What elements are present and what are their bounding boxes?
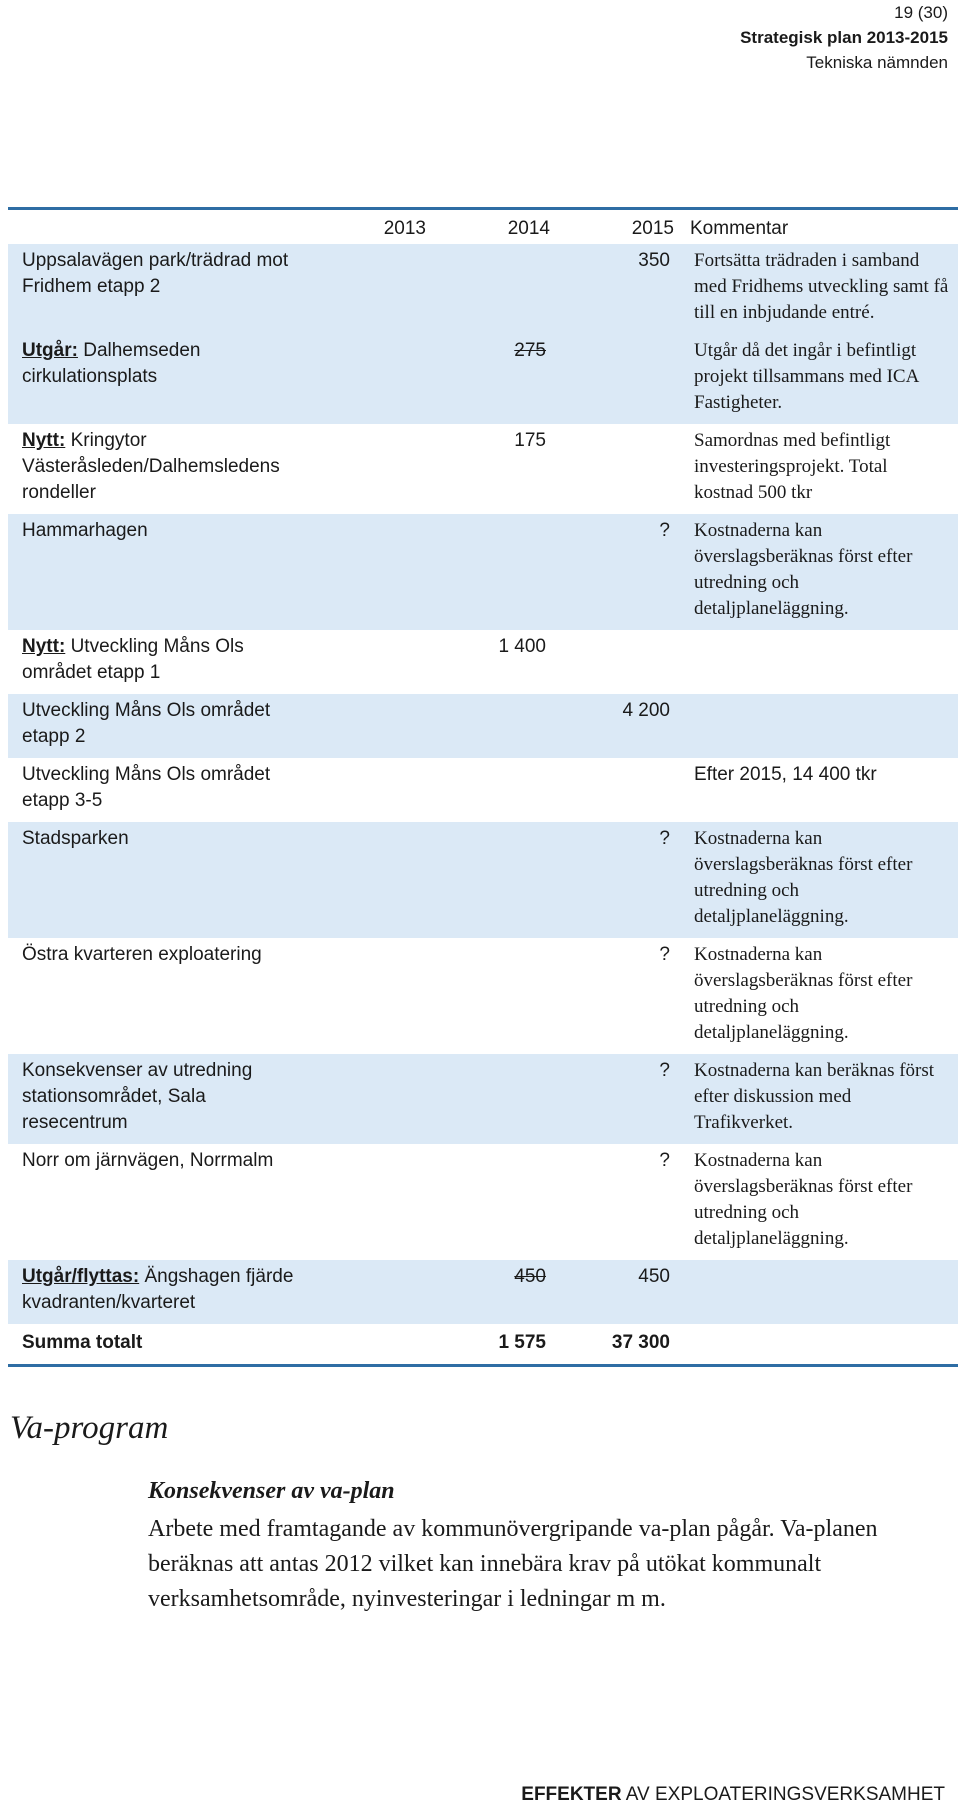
total-2015: 37 300 [611, 1332, 670, 1353]
header-2014: 2014 [507, 218, 550, 239]
value-2015: 450 [558, 1260, 682, 1324]
project-name [8, 1144, 310, 1260]
value-2014 [434, 1144, 558, 1260]
value-2015: ? [558, 822, 682, 938]
project-name [8, 424, 310, 514]
investment-table [8, 207, 958, 1367]
project-name [8, 244, 310, 334]
comment [682, 1260, 958, 1324]
comment: Efter 2015, 14 400 tkr [694, 764, 877, 785]
project-name [8, 758, 310, 822]
document-title: Strategisk plan 2013-2015 [740, 28, 948, 47]
footer-bold: EFFEKTER [521, 1784, 622, 1805]
value-2015 [558, 758, 682, 822]
comment [682, 694, 958, 758]
project-name [8, 938, 310, 1054]
table-row [8, 1260, 958, 1324]
project-label: Konsekvenser av utredning stationsområdet, Sala resecentrum [22, 1060, 253, 1133]
value-2013 [310, 822, 434, 938]
value-2014 [434, 514, 558, 630]
value-2013 [310, 424, 434, 514]
project-name [8, 822, 310, 938]
value-2013 [310, 334, 434, 424]
value-2015: 350 [558, 244, 682, 334]
value-2014 [434, 244, 558, 334]
table-row [8, 758, 958, 822]
value-2015 [558, 424, 682, 514]
value-2014 [434, 694, 558, 758]
comment: Utgår då det ingår i befintligt projekt tillsammans med ICA Fastigheter. [682, 334, 958, 424]
comment: Kostnaderna kan överslagsberäknas först efter utredning och detaljplaneläggning. [694, 944, 913, 1043]
total-comment [682, 1324, 958, 1366]
table-header-row [8, 209, 958, 245]
project-name [8, 1260, 310, 1324]
value-2014: 275 [434, 334, 558, 424]
page-header [740, 0, 948, 75]
total-row [8, 1324, 958, 1366]
project-label: Utveckling Måns Ols området etapp 2 [22, 700, 271, 747]
header-name [8, 209, 310, 245]
value-2014: 175 [514, 430, 546, 451]
total-2014: 1 575 [498, 1332, 546, 1353]
value-2015: ? [558, 1054, 682, 1144]
table-row [8, 1054, 958, 1144]
project-name [8, 514, 310, 630]
table-row [8, 514, 958, 630]
value-2015: ? [558, 514, 682, 630]
total-2013 [310, 1324, 434, 1366]
table-row [8, 938, 958, 1054]
footer-rest: AV EXPLOATERINGSVERKSAMHET [621, 1784, 945, 1805]
project-label: Östra kvarteren exploatering [22, 944, 262, 965]
table-row [8, 424, 958, 514]
table-row [8, 1144, 958, 1260]
value-2013 [310, 514, 434, 630]
header-comment: Kommentar [690, 218, 789, 239]
body-paragraph: Arbete med framtagande av kommunövergripande va-plan pågår. Va-planen beräknas att antas 2012 vilket kan innebära krav på utökat kommunalt verksamhetsområde, nyinvesteringar i ledningar m m. [148, 1516, 878, 1612]
table-row [8, 244, 958, 334]
subsection-title: Konsekvenser av va-plan [148, 1478, 395, 1504]
value-2013 [310, 244, 434, 334]
row-prefix: Utgår/flyttas: [22, 1266, 140, 1287]
row-prefix: Nytt: [22, 636, 66, 657]
comment: Fortsätta trädraden i samband med Fridhems utveckling samt få till en inbjudande entré. [682, 244, 958, 334]
comment: Kostnaderna kan överslagsberäknas först efter utredning och detaljplaneläggning. [682, 822, 958, 938]
project-label: Kringytor Västeråsleden/Dalhemsledens rondeller [22, 430, 280, 503]
page-number: 19 (30) [894, 3, 948, 22]
comment: Kostnaderna kan beräknas först efter diskussion med Trafikverket. [682, 1054, 958, 1144]
value-2013 [310, 694, 434, 758]
value-2015: 4 200 [558, 694, 682, 758]
header-2013: 2013 [383, 218, 426, 239]
project-name [8, 334, 310, 424]
value-2013 [310, 758, 434, 822]
project-name [8, 694, 310, 758]
table-row [8, 822, 958, 938]
value-2014 [434, 1054, 558, 1144]
project-name [8, 630, 310, 694]
project-label: Utveckling Måns Ols området etapp 1 [22, 636, 244, 683]
comment [682, 630, 958, 694]
project-label: Dalhemseden cirkulationsplats [22, 340, 201, 387]
table-row [8, 334, 958, 424]
row-prefix: Nytt: [22, 430, 66, 451]
comment: Kostnaderna kan överslagsberäknas först efter utredning och detaljplaneläggning. [682, 514, 958, 630]
value-2014: 1 400 [498, 636, 546, 657]
total-label: Summa totalt [22, 1332, 143, 1353]
project-label: Norr om järnvägen, Norrmalm [22, 1150, 274, 1171]
comment: Kostnaderna kan överslagsberäknas först efter utredning och detaljplaneläggning. [694, 1150, 913, 1249]
project-label: Hammarhagen [22, 520, 148, 541]
value-2013 [310, 1054, 434, 1144]
project-label: Stadsparken [22, 828, 129, 849]
value-2014 [434, 758, 558, 822]
comment: Samordnas med befintligt investeringsprojekt. Total kostnad 500 tkr [694, 430, 891, 503]
table-row [8, 694, 958, 758]
value-2013 [310, 1260, 434, 1324]
table-row [8, 630, 958, 694]
section-title: Va-program [10, 1410, 169, 1446]
value-2013 [310, 630, 434, 694]
project-label: Utveckling Måns Ols området etapp 3-5 [22, 764, 271, 811]
value-2015 [558, 334, 682, 424]
project-name [8, 1054, 310, 1144]
row-prefix: Utgår: [22, 340, 78, 361]
value-2014: 450 [434, 1260, 558, 1324]
value-2015 [558, 630, 682, 694]
page-footer [521, 1784, 945, 1806]
project-label: Ängshagen fjärde kvadranten/kvarteret [22, 1266, 294, 1313]
project-label: Uppsalavägen park/trädrad mot Fridhem etapp 2 [22, 250, 289, 297]
value-2013 [310, 938, 434, 1054]
value-2015: ? [659, 1150, 670, 1171]
value-2013 [310, 1144, 434, 1260]
department-name: Tekniska nämnden [806, 53, 948, 72]
value-2014 [434, 938, 558, 1054]
value-2015: ? [659, 944, 670, 965]
header-2015: 2015 [631, 218, 674, 239]
value-2014 [434, 822, 558, 938]
